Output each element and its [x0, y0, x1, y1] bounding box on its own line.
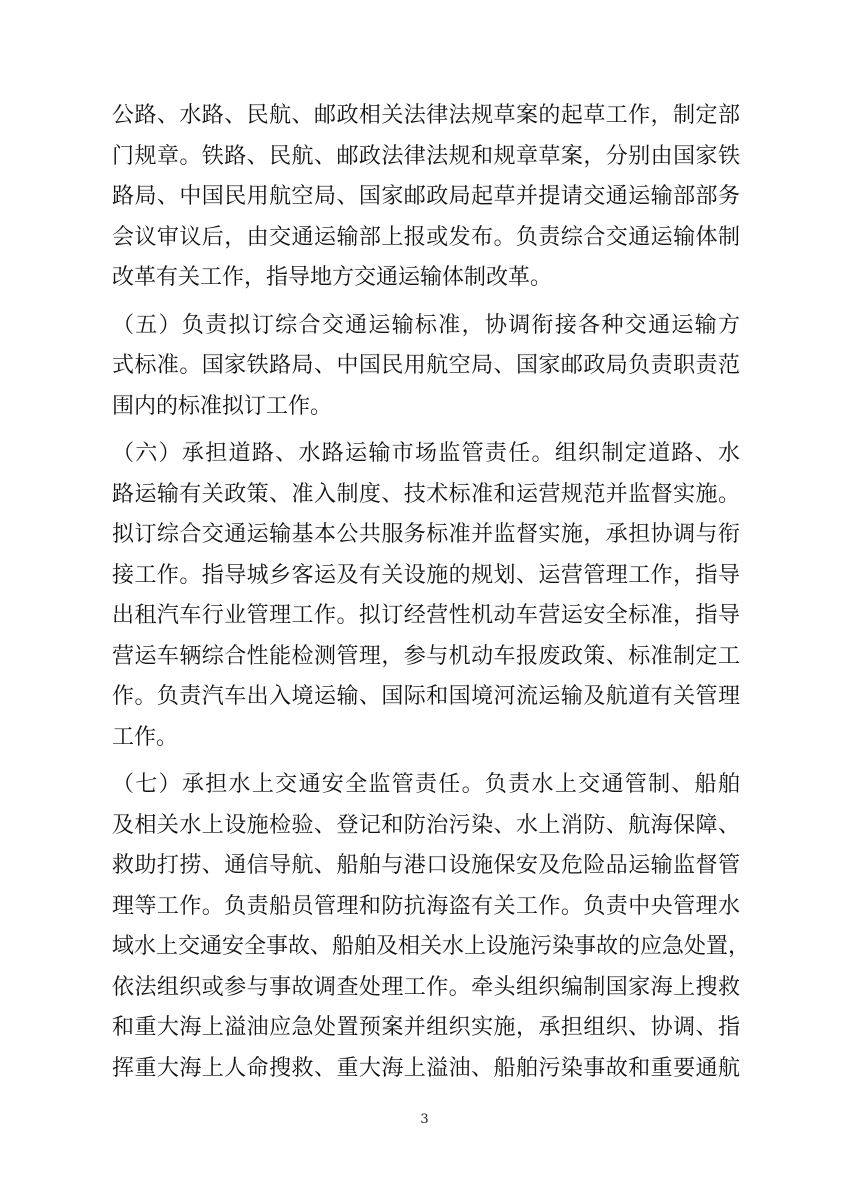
- text-line: 公路、水路、民航、邮政相关法律法规草案的起草工作，制定部: [112, 103, 740, 128]
- text-line: 门规章。铁路、民航、邮政法律法规和规章草案，分别由国家铁: [112, 143, 740, 169]
- text-line: 改革有关工作，指导地方交通运输体制改革。: [112, 265, 553, 290]
- text-line: （七）承担水上交通安全监管责任。负责水上交通管制、船舶: [112, 772, 740, 797]
- text-line: 域水上交通安全事故、船舶及相关水上设施污染事故的应急处置，: [112, 934, 751, 959]
- text-line: 会议审议后，由交通运输部上报或发布。负责综合交通运输体制: [112, 224, 740, 250]
- text-line: 挥重大海上人命搜救、重大海上溢油、船舶污染事故和重要通航: [112, 1055, 740, 1081]
- paragraph-3: [112, 434, 740, 758]
- text-line: 路局、中国民用航空局、国家邮政局起草并提请交通运输部部务: [112, 184, 740, 209]
- text-line: 式标准。国家铁路局、中国民用航空局、国家邮政局负责职责范: [112, 353, 740, 378]
- body-text: [112, 96, 751, 1089]
- text-line: 救助打捞、通信导航、船舶与港口设施保安及危险品运输监督管: [112, 853, 740, 878]
- text-line: 营运车辆综合性能检测管理，参与机动车报废政策、标准制定工: [112, 643, 740, 669]
- text-line: 工作。: [112, 724, 179, 750]
- text-line: 作。负责汽车出入境运输、国际和国境河流运输及航道有关管理: [112, 684, 740, 709]
- text-line: 路运输有关政策、准入制度、技术标准和运营规范并监督实施。: [112, 481, 740, 507]
- page-number: 3: [420, 1112, 429, 1127]
- text-line: 拟订综合交通运输基本公共服务标准并监督实施，承担协调与衔: [112, 522, 740, 547]
- text-line: 出租汽车行业管理工作。拟订经营性机动车营运安全标准，指导: [112, 603, 740, 628]
- text-line: 依法组织或参与事故调查处理工作。牵头组织编制国家海上搜救: [112, 974, 740, 1000]
- text-line: 及相关水上设施检验、登记和防治污染、水上消防、航海保障、: [112, 812, 740, 838]
- text-line: 接工作。指导城乡客运及有关设施的规划、运营管理工作，指导: [112, 562, 740, 588]
- paragraph-1: [112, 96, 740, 299]
- text-line: 和重大海上溢油应急处置预案并组织实施，承担组织、协调、指: [112, 1015, 740, 1040]
- text-line: 理等工作。负责船员管理和防抗海盗有关工作。负责中央管理水: [112, 893, 740, 919]
- text-line: 围内的标准拟订工作。: [112, 393, 333, 419]
- paragraph-2: [112, 306, 740, 428]
- paragraph-4: [112, 765, 751, 1089]
- text-line: （五）负责拟订综合交通运输标准，协调衔接各种交通运输方: [112, 312, 740, 338]
- text-line: （六）承担道路、水路运输市场监管责任。组织制定道路、水: [112, 441, 740, 466]
